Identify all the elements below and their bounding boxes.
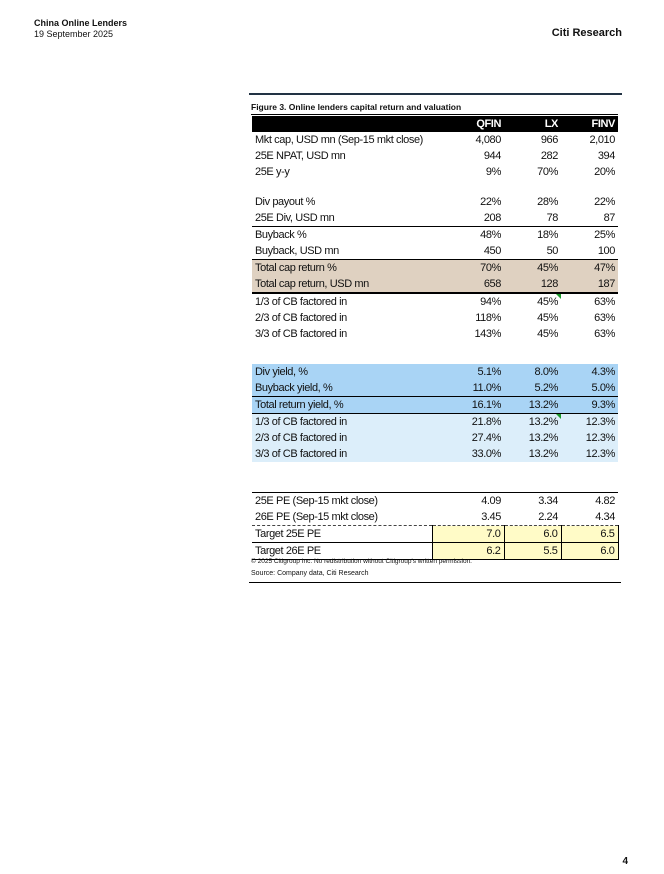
row-label: 25E PE (Sep-15 mkt close) (252, 493, 432, 510)
cell-finv: 12.3% (561, 446, 618, 462)
cell-finv: 63% (594, 312, 615, 324)
row-label: 25E Div, USD mn (255, 212, 335, 224)
cell-finv: 25% (561, 227, 618, 244)
table-row (252, 164, 618, 180)
figure-bottom-rule (249, 582, 621, 583)
cell-finv: 2,010 (589, 134, 615, 146)
cell-finv: 100 (597, 245, 615, 257)
cell-qfin: 944 (483, 150, 501, 162)
column-header-finv: FINV (561, 116, 618, 132)
table-row (252, 293, 618, 310)
cell-lx: 2.24 (538, 511, 558, 523)
row-label: 26E PE (Sep-15 mkt close) (255, 511, 378, 523)
row-label: Mkt cap, USD mn (Sep-15 mkt close) (255, 134, 423, 146)
table-row-yield (252, 380, 618, 397)
cell-qfin: 9% (485, 166, 501, 178)
row-label: 3/3 of CB factored in (255, 328, 347, 340)
cell-finv: 4.82 (561, 493, 618, 510)
cell-finv: 63% (594, 328, 615, 340)
spacer-row (252, 342, 618, 364)
cell-lx: 13.2% (504, 430, 561, 446)
row-label: 2/3 of CB factored in (255, 312, 347, 324)
cell-finv: 187 (561, 276, 618, 293)
cell-finv: 394 (597, 150, 615, 162)
spacer-row (252, 462, 618, 493)
row-label: Div payout % (255, 196, 316, 208)
cell-qfin: 11.0% (432, 380, 504, 397)
row-label: Target 26E PE (252, 543, 432, 560)
table-row (252, 446, 618, 462)
row-label: Total cap return % (252, 260, 432, 277)
cell-qfin: 22% (480, 196, 501, 208)
source-note: Source: Company data, Citi Research (251, 570, 369, 577)
cell-qfin: 208 (483, 212, 501, 224)
cell-qfin: 4.09 (432, 493, 504, 510)
row-label: 3/3 of CB factored in (252, 446, 432, 462)
row-label: 1/3 of CB factored in (252, 293, 432, 310)
row-label: Target 25E PE (252, 526, 432, 543)
cell-qfin-target: 7.0 (432, 526, 504, 543)
table-row (252, 509, 618, 526)
cell-lx: 8.0% (504, 364, 561, 380)
cell-qfin: 70% (432, 260, 504, 277)
cell-lx: 70% (537, 166, 558, 178)
row-label: Buyback, USD mn (255, 245, 339, 257)
row-label: 25E NPAT, USD mn (255, 150, 346, 162)
cell-qfin: 33.0% (432, 446, 504, 462)
cell-lx-commented: 45% (504, 293, 561, 310)
capital-return-table (252, 116, 619, 560)
table-row (252, 132, 618, 148)
cell-qfin: 94% (432, 293, 504, 310)
table-header-row (252, 116, 618, 132)
table-row (252, 243, 618, 260)
cell-finv: 4.3% (561, 364, 618, 380)
cell-finv: 12.3% (561, 414, 618, 431)
cell-lx: 966 (540, 134, 558, 146)
report-date: 19 September 2025 (34, 29, 114, 39)
cell-finv: 12.3% (561, 430, 618, 446)
cell-qfin: 118% (475, 312, 501, 324)
cell-lx: 13.2% (504, 397, 561, 414)
table-row (252, 326, 618, 342)
table-row (252, 414, 618, 431)
cell-finv: 20% (594, 166, 615, 178)
cell-lx: 282 (540, 150, 558, 162)
figure-top-rule (249, 93, 622, 95)
cell-qfin: 48% (432, 227, 504, 244)
cell-finv-target: 6.5 (561, 526, 618, 543)
row-label: Div yield, % (252, 364, 432, 380)
copyright-note: © 2025 Citigroup Inc. No redistribution without Citigroup's written permission. (251, 558, 472, 565)
cell-qfin: 16.1% (432, 397, 504, 414)
cell-lx: 45% (504, 260, 561, 277)
cell-qfin: 5.1% (432, 364, 504, 380)
cell-lx-target: 5.5 (504, 543, 561, 560)
table-row (252, 148, 618, 164)
row-label: 1/3 of CB factored in (252, 414, 432, 431)
cell-qfin: 4,080 (475, 134, 501, 146)
cell-qfin: 658 (432, 276, 504, 293)
spacer-row (252, 180, 618, 194)
cell-lx-target: 6.0 (504, 526, 561, 543)
column-header-lx: LX (504, 116, 561, 132)
cell-finv: 87 (603, 212, 615, 224)
header-blank-cell (252, 116, 432, 132)
column-header-qfin: QFIN (432, 116, 504, 132)
cell-lx: 50 (546, 245, 558, 257)
cell-lx: 45% (537, 312, 558, 324)
figure-title: Figure 3. Online lenders capital return and valuation (251, 102, 462, 112)
table-row (252, 430, 618, 446)
row-label: Buyback % (252, 227, 432, 244)
cell-lx: 128 (504, 276, 561, 293)
table-row (252, 210, 618, 227)
cell-lx: 78 (546, 212, 558, 224)
cell-finv: 9.3% (561, 397, 618, 414)
cell-lx: 3.34 (504, 493, 561, 510)
cell-finv: 47% (561, 260, 618, 277)
cell-lx-commented: 13.2% (504, 414, 561, 431)
table-row (252, 194, 618, 210)
row-label: Total return yield, % (252, 397, 432, 414)
brand-name: Citi Research (551, 27, 622, 39)
row-label: 25E y-y (255, 166, 290, 178)
table-row-highlight (252, 260, 618, 277)
cell-finv-target: 6.0 (561, 543, 618, 560)
cell-qfin: 3.45 (481, 511, 501, 523)
table-row-target (252, 543, 618, 560)
cell-lx: 5.2% (504, 380, 561, 397)
cell-lx: 28% (537, 196, 558, 208)
cell-lx: 45% (537, 328, 558, 340)
cell-qfin: 21.8% (432, 414, 504, 431)
cell-qfin: 450 (483, 245, 501, 257)
cell-qfin: 27.4% (432, 430, 504, 446)
report-header (34, 18, 127, 39)
row-label: 2/3 of CB factored in (252, 430, 432, 446)
table-row-target (252, 526, 618, 543)
cell-qfin: 143% (474, 328, 501, 340)
cell-finv: 5.0% (561, 380, 618, 397)
row-label: Total cap return, USD mn (252, 276, 432, 293)
cell-finv: 4.34 (595, 511, 615, 523)
row-label: Buyback yield, % (252, 380, 432, 397)
table-row-yield-total (252, 397, 618, 414)
table-row-yield (252, 364, 618, 380)
table-row (252, 310, 618, 326)
report-title: China Online Lenders (34, 18, 128, 28)
table-row (252, 227, 618, 244)
cell-lx: 13.2% (504, 446, 561, 462)
table-row-highlight (252, 276, 618, 293)
cell-qfin-target: 6.2 (432, 543, 504, 560)
page-number: 4 (622, 856, 628, 867)
cell-finv: 63% (561, 293, 618, 310)
cell-finv: 22% (594, 196, 615, 208)
figure-title-rule (251, 114, 618, 115)
table-row (252, 493, 618, 510)
cell-lx: 18% (504, 227, 561, 244)
